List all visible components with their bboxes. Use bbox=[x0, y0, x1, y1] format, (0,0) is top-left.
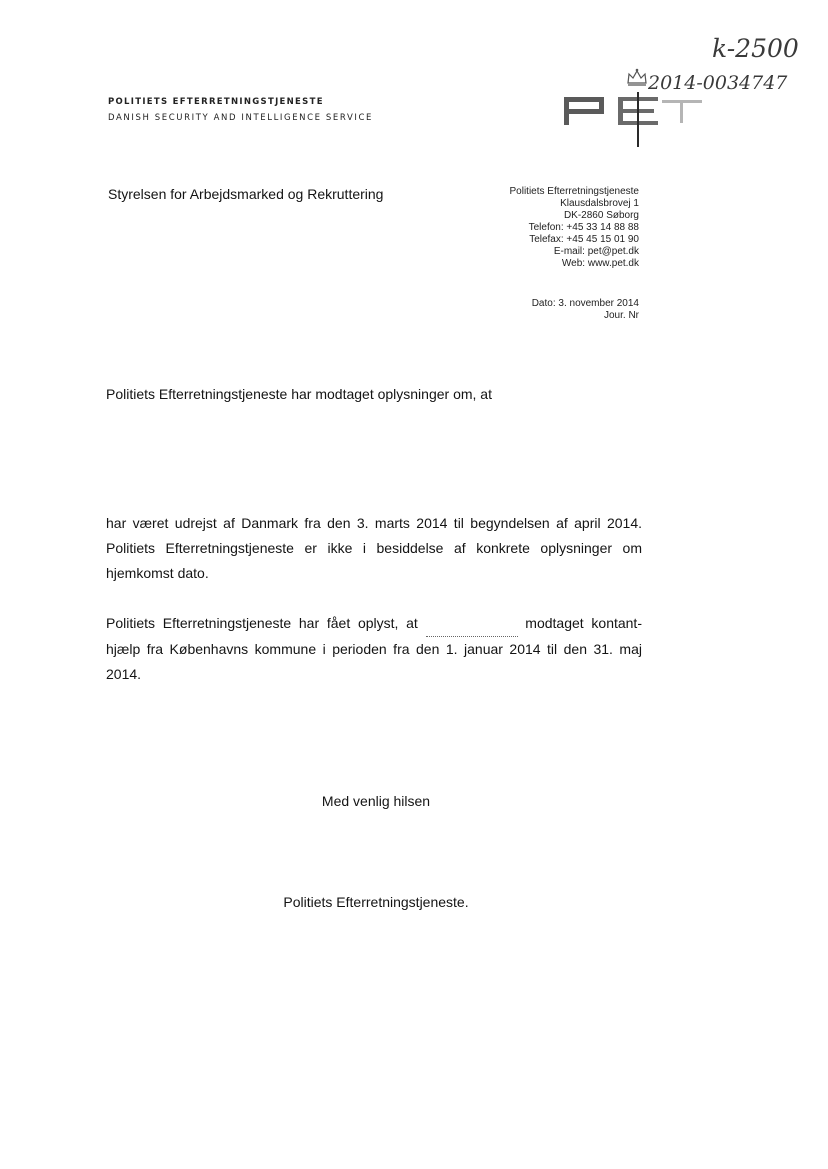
crown-icon bbox=[626, 68, 648, 91]
sender-web: Web: www.pet.dk bbox=[561, 258, 639, 269]
org-name-danish: POLITIETS EFTERRETNINGSTJENESTE bbox=[108, 97, 324, 107]
org-name-english: DANISH SECURITY AND INTELLIGENCE SERVICE bbox=[108, 113, 373, 123]
handwritten-case-code: k-2500 bbox=[712, 34, 799, 63]
pet-logo bbox=[560, 92, 705, 153]
sender-name: Politiets Efterretningstjeneste bbox=[509, 186, 639, 197]
handwritten-reference: 2014-0034747 bbox=[648, 72, 788, 94]
paragraph-benefits-end: modtaget kontant-hjælp fra Københavns kommune i perioden fra den 1. januar 2014 til den 31. maj 2014. bbox=[106, 615, 642, 682]
sender-fax: Telefax: +45 45 15 01 90 bbox=[529, 234, 639, 245]
paragraph-benefits bbox=[106, 611, 642, 687]
signature: Politiets Efterretningstjeneste. bbox=[283, 894, 469, 910]
journal-number: Jour. Nr bbox=[603, 310, 639, 321]
redacted-name bbox=[426, 611, 518, 637]
sender-street: Klausdalsbrovej 1 bbox=[560, 198, 639, 209]
closing-greeting: Med venlig hilsen bbox=[321, 793, 431, 809]
letter-date: Dato: 3. november 2014 bbox=[531, 298, 639, 309]
sender-email: E-mail: pet@pet.dk bbox=[553, 246, 639, 257]
letter-meta bbox=[532, 298, 639, 322]
recipient: Styrelsen for Arbejdsmarked og Rekruttering bbox=[108, 186, 384, 202]
sender-address bbox=[509, 186, 639, 270]
paragraph-travel: har været udrejst af Danmark fra den 3. marts 2014 til begyndelsen af april 2014. Politiets Efterretningstjeneste er ikke i besiddelse af konkrete oplysninger om hjemkomst dato. bbox=[106, 515, 642, 581]
sender-postal: DK-2860 Søborg bbox=[563, 210, 639, 221]
paragraph-benefits-start: Politiets Efterretningstjeneste har fået oplyst, at bbox=[106, 615, 418, 631]
paragraph-intro: Politiets Efterretningstjeneste har modtaget oplysninger om, at bbox=[106, 386, 492, 402]
sender-phone: Telefon: +45 33 14 88 88 bbox=[528, 222, 639, 233]
